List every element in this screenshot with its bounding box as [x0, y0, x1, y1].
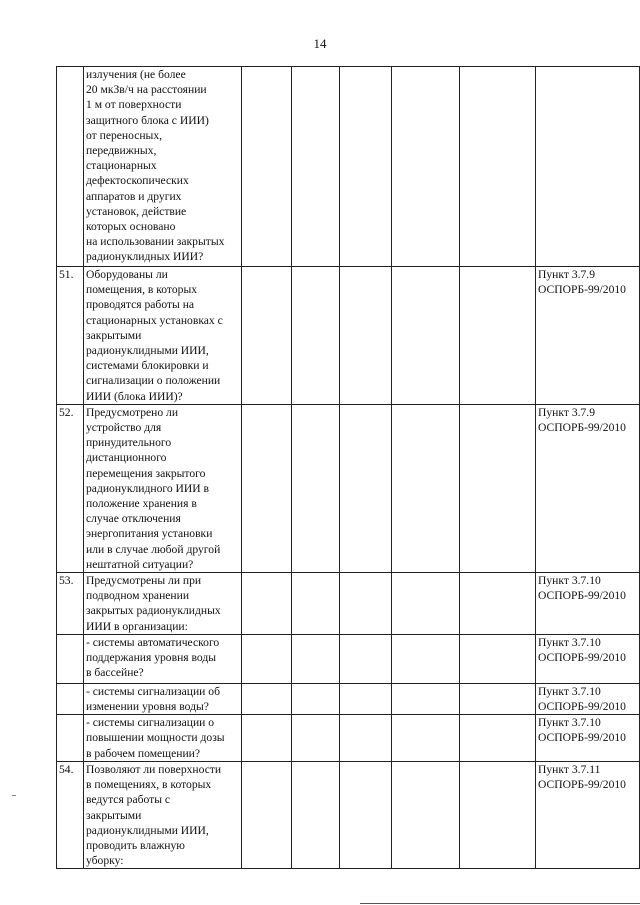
question-line: установок, действие: [86, 204, 187, 218]
answer-cell: [340, 573, 392, 635]
question-line: которых основано: [86, 220, 176, 234]
question-line: - системы сигнализации об: [86, 684, 220, 698]
question-line: радионуклидных ИИИ?: [86, 250, 204, 264]
reference-line: ОСПОРБ-99/2010: [538, 589, 626, 603]
table-row: [57, 573, 640, 635]
question-line: устройство для: [86, 421, 162, 435]
reference-line: Пункт 3.7.11: [538, 762, 601, 776]
answer-cell: [460, 715, 536, 762]
answer-cell: [292, 683, 340, 714]
checklist-table: [56, 66, 640, 869]
answer-cell: [460, 761, 536, 868]
table-row: [57, 715, 640, 762]
table-row: [57, 267, 640, 405]
reference-line: ОСПОРБ-99/2010: [538, 283, 626, 297]
question-cell: [84, 573, 242, 635]
answer-cell: [392, 683, 460, 714]
reference-cell: [536, 573, 640, 635]
question-line: Позволяют ли поверхности: [86, 762, 222, 776]
reference-cell: [536, 634, 640, 683]
question-line: в рабочем помещении?: [86, 746, 201, 760]
question-line: уборку:: [86, 854, 124, 868]
row-number: [57, 634, 84, 683]
reference-cell: [536, 267, 640, 405]
answer-cell: [340, 404, 392, 572]
answer-cell: [242, 67, 292, 267]
question-line: системами блокировки и: [86, 359, 209, 373]
scan-mark: [12, 795, 16, 796]
answer-cell: [242, 683, 292, 714]
answer-cell: [340, 683, 392, 714]
answer-cell: [292, 67, 340, 267]
question-cell: [84, 67, 242, 267]
page-number: 14: [313, 36, 327, 51]
row-number: [57, 715, 84, 762]
question-line: поддержания уровня воды: [86, 651, 217, 665]
reference-line: Пункт 3.7.9: [538, 268, 596, 281]
answer-cell: [460, 683, 536, 714]
table-row: [57, 67, 640, 267]
answer-cell: [292, 573, 340, 635]
question-line: Оборудованы ли: [86, 268, 168, 281]
question-line: помещения, в которых: [86, 283, 198, 297]
question-line: 20 мкЗв/ч на расстоянии: [86, 83, 207, 97]
answer-cell: [392, 573, 460, 635]
reference-line: Пункт 3.7.10: [538, 684, 601, 698]
table-row: [57, 404, 640, 572]
question-line: или в случае любой другой: [86, 542, 221, 556]
answer-cell: [340, 67, 392, 267]
question-line: излучения (не более: [86, 68, 186, 81]
reference-cell: [536, 683, 640, 714]
answer-cell: [242, 404, 292, 572]
reference-cell: [536, 67, 640, 267]
reference-line: ОСПОРБ-99/2010: [538, 700, 626, 714]
reference-cell: [536, 761, 640, 868]
row-number: 52.: [57, 404, 84, 572]
answer-cell: [292, 267, 340, 405]
answer-cell: [460, 404, 536, 572]
reference-line: ОСПОРБ-99/2010: [538, 651, 626, 665]
question-line: дефектоскопических: [86, 174, 189, 188]
answer-cell: [392, 267, 460, 405]
answer-cell: [460, 573, 536, 635]
reference-line: Пункт 3.7.10: [538, 635, 601, 649]
row-number: 53.: [57, 573, 84, 635]
question-cell: [84, 761, 242, 868]
row-number: [57, 683, 84, 714]
question-line: стационарных: [86, 159, 157, 173]
answer-cell: [392, 715, 460, 762]
answer-cell: [340, 761, 392, 868]
question-line: положение хранения в: [86, 497, 197, 511]
answer-cell: [292, 715, 340, 762]
question-cell: [84, 683, 242, 714]
question-line: в помещениях, в которых: [86, 778, 212, 792]
answer-cell: [242, 715, 292, 762]
question-line: проводятся работы на: [86, 298, 195, 312]
bottom-rule: [360, 903, 640, 904]
question-line: в бассейне?: [86, 666, 144, 680]
question-cell: [84, 267, 242, 405]
question-line: подводном хранении: [86, 589, 190, 603]
question-line: изменении уровня воды?: [86, 700, 209, 714]
reference-cell: [536, 404, 640, 572]
answer-cell: [242, 573, 292, 635]
table-row: [57, 634, 640, 683]
answer-cell: [392, 761, 460, 868]
answer-cell: [392, 404, 460, 572]
answer-cell: [460, 67, 536, 267]
question-line: стационарных установках с: [86, 313, 223, 327]
answer-cell: [242, 634, 292, 683]
answer-cell: [392, 634, 460, 683]
answer-cell: [340, 715, 392, 762]
question-line: радионуклидными ИИИ,: [86, 344, 209, 358]
question-line: нештатной ситуации?: [86, 557, 194, 571]
row-number: [57, 67, 84, 267]
question-line: сигнализации о положении: [86, 374, 221, 388]
question-line: радионуклидными ИИИ,: [86, 823, 209, 837]
question-line: 1 м от поверхности: [86, 98, 182, 112]
question-line: проводить влажную: [86, 838, 185, 852]
question-line: повышении мощности дозы: [86, 731, 225, 745]
question-line: принудительного: [86, 436, 172, 450]
question-cell: [84, 715, 242, 762]
question-line: от переносных,: [86, 128, 163, 142]
question-line: ИИИ в организации:: [86, 619, 188, 633]
question-line: аппаратов и других: [86, 189, 182, 203]
question-line: - системы автоматического: [86, 635, 220, 649]
question-line: закрытыми: [86, 808, 142, 822]
answer-cell: [340, 267, 392, 405]
question-line: ведутся работы с: [86, 793, 171, 807]
reference-cell: [536, 715, 640, 762]
answer-cell: [460, 267, 536, 405]
answer-cell: [460, 634, 536, 683]
reference-line: Пункт 3.7.9: [538, 405, 596, 419]
reference-line: Пункт 3.7.10: [538, 716, 601, 730]
answer-cell: [292, 761, 340, 868]
question-line: закрытых радионуклидных: [86, 604, 221, 618]
question-line: - системы сигнализации о: [86, 716, 215, 730]
reference-line: ОСПОРБ-99/2010: [538, 731, 626, 745]
answer-cell: [242, 267, 292, 405]
question-line: защитного блока с ИИИ): [86, 113, 209, 127]
question-line: перемещения закрытого: [86, 466, 206, 480]
question-line: на использовании закрытых: [86, 235, 225, 249]
answer-cell: [292, 404, 340, 572]
answer-cell: [242, 761, 292, 868]
question-line: Предусмотрено ли: [86, 405, 179, 419]
question-line: дистанционного: [86, 451, 167, 465]
reference-line: Пункт 3.7.10: [538, 574, 601, 588]
question-line: закрытыми: [86, 328, 142, 342]
question-line: энергопитания установки: [86, 527, 213, 541]
reference-line: ОСПОРБ-99/2010: [538, 778, 626, 792]
answer-cell: [392, 67, 460, 267]
answer-cell: [292, 634, 340, 683]
question-cell: [84, 634, 242, 683]
question-line: передвижных,: [86, 144, 157, 158]
table-row: [57, 683, 640, 714]
row-number: 51.: [57, 267, 84, 405]
question-line: Предусмотрены ли при: [86, 574, 202, 588]
question-line: случае отключения: [86, 512, 181, 526]
table-row: [57, 761, 640, 868]
question-cell: [84, 404, 242, 572]
question-line: ИИИ (блока ИИИ)?: [86, 389, 183, 403]
row-number: 54.: [57, 761, 84, 868]
question-line: радионуклидного ИИИ в: [86, 481, 210, 495]
answer-cell: [340, 634, 392, 683]
reference-line: ОСПОРБ-99/2010: [538, 421, 626, 435]
